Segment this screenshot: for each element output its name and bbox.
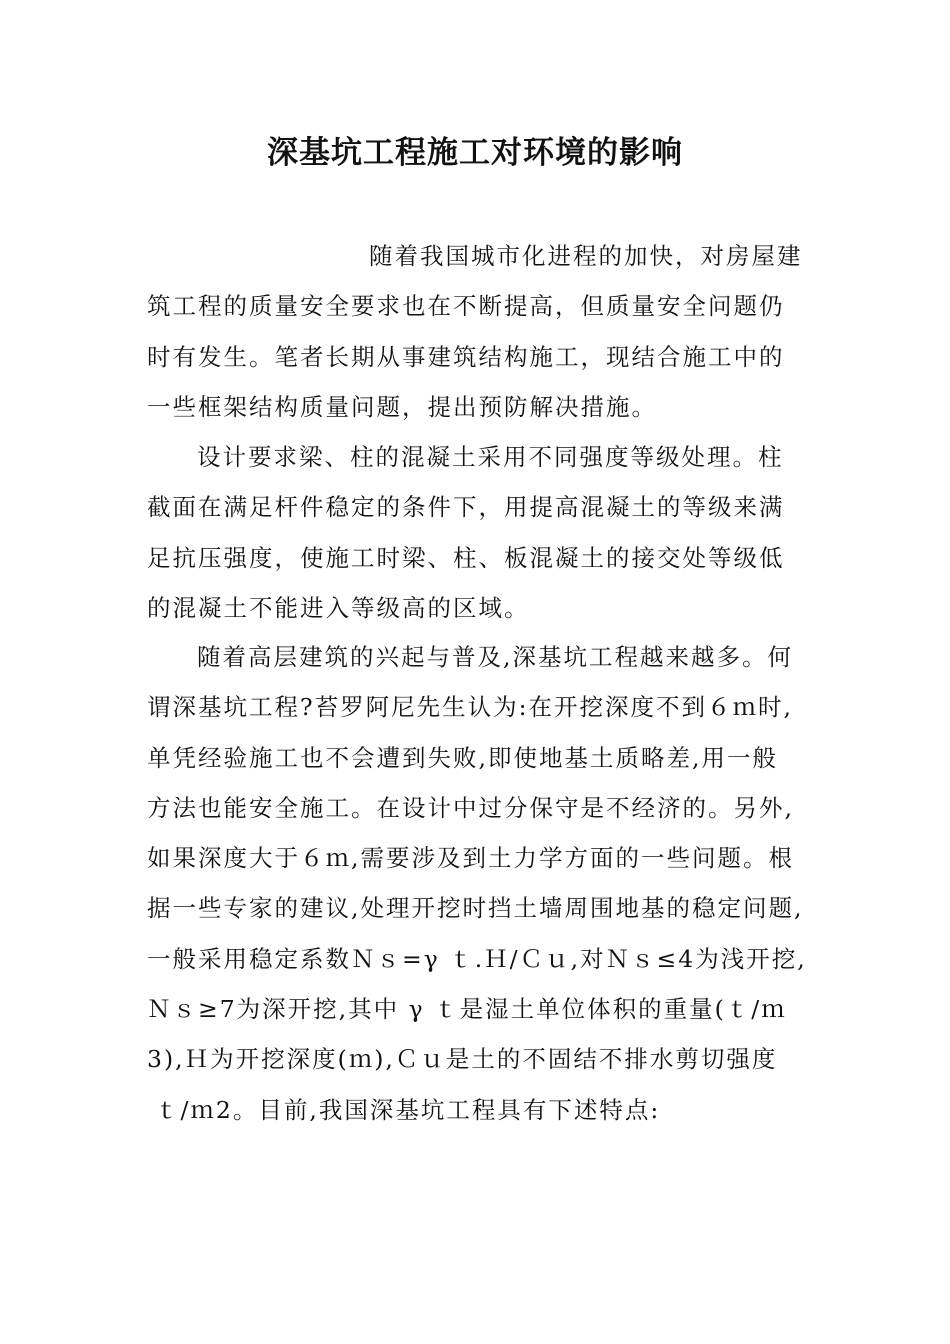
- text-line: 如果深度大于６ｍ,需要涉及到土力学方面的一些问题。根: [147, 844, 794, 873]
- text-line: 截面在满足杆件稳定的条件下，用提高混凝土的等级来满: [147, 493, 785, 522]
- text-line: 一般采用稳定系数Ｎｓ=γ ｔ.Ｈ/Ｃｕ,对Ｎｓ≤4为浅开挖,: [147, 944, 807, 973]
- paragraph-1: [147, 231, 807, 432]
- text-line: 据一些专家的建议,处理开挖时挡土墙周围地基的稳定问题,: [147, 894, 804, 923]
- text-line: 筑工程的质量安全要求也在不断提高，但质量安全问题仍: [147, 292, 785, 321]
- text-line: ｔ/ｍ2。目前,我国深基坑工程具有下述特点:: [155, 1095, 661, 1124]
- document-title: 深基坑工程施工对环境的影响: [267, 135, 683, 171]
- paragraph-2: [147, 432, 807, 633]
- text-line: 的混凝土不能进入等级高的区域。: [147, 593, 530, 622]
- text-line: 3),Ｈ为开挖深度(ｍ),Ｃｕ是土的不固结不排水剪切强度: [147, 1045, 778, 1074]
- text-line: 单凭经验施工也不会遭到失败,即使地基土质略差,用一般: [147, 743, 778, 772]
- text-line: 随着我国城市化进程的加快，对房屋建: [369, 242, 803, 270]
- text-line: 足抗压强度，使施工时梁、柱、板混凝土的接交处等级低: [147, 543, 785, 572]
- text-line: 方法也能安全施工。在设计中过分保守是不经济的。另外,: [147, 793, 794, 822]
- text-line: 一些框架结构质量问题，提出预防解决措施。: [147, 392, 657, 421]
- text-line: 时有发生。笔者长期从事建筑结构施工，现结合施工中的: [147, 342, 785, 371]
- text-line: 随着高层建筑的兴起与普及,深基坑工程越来越多。何: [197, 643, 793, 671]
- text-line: Ｎｓ≥7为深开挖,其中 γ ｔ是湿土单位体积的重量(ｔ/ｍ: [147, 995, 787, 1024]
- text-line: 设计要求梁、柱的混凝土采用不同强度等级处理。柱: [197, 443, 784, 471]
- paragraph-3: [147, 632, 807, 1135]
- text-line: 谓深基坑工程?苔罗阿尼先生认为:在开挖深度不到６ｍ时,: [147, 693, 793, 722]
